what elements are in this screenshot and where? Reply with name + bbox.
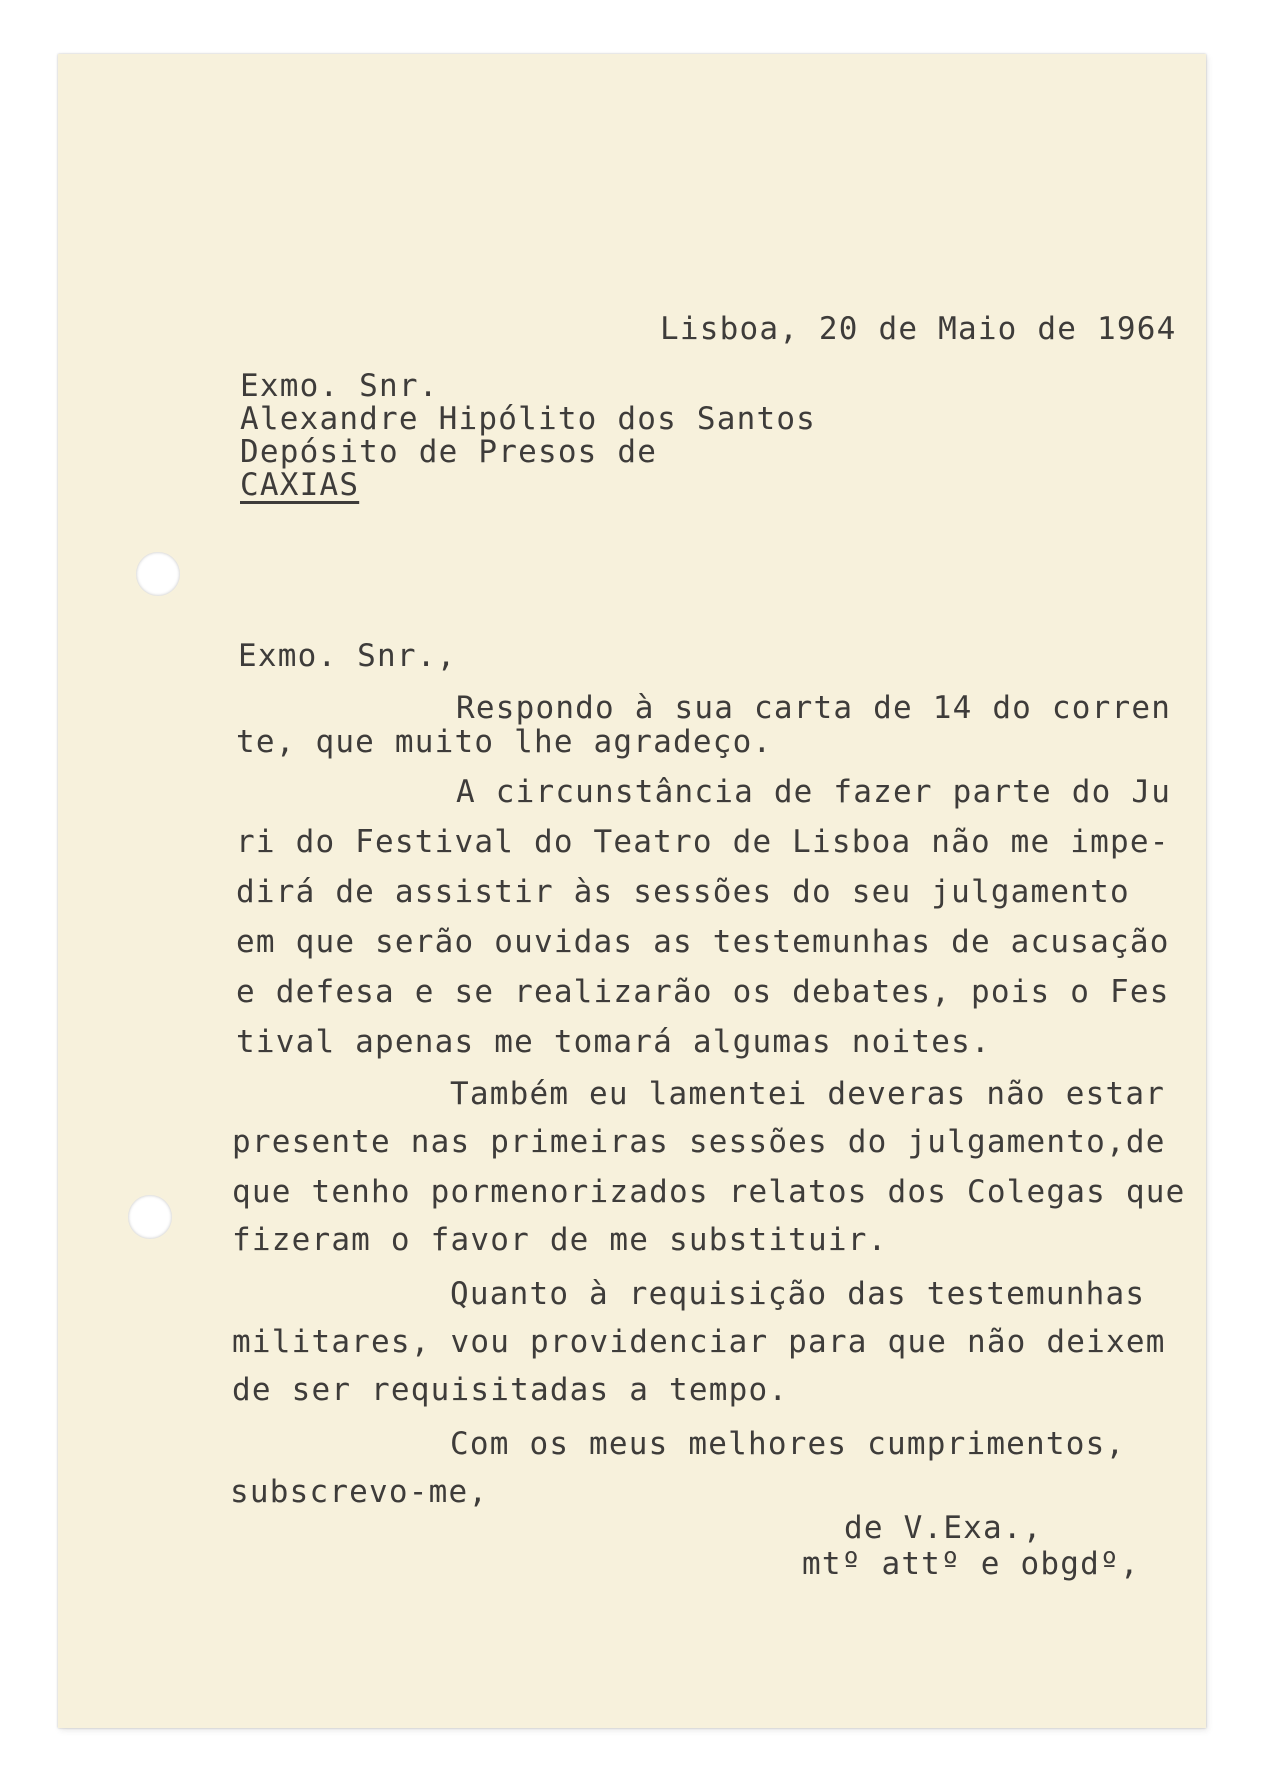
dateline: Lisboa, 20 de Maio de 1964 — [660, 311, 1177, 347]
body-line: em que serão ouvidas as testemunhas de acusação — [236, 924, 1170, 960]
body-line: que tenho pormenorizados relatos dos Colegas que — [232, 1174, 1186, 1210]
body-line: te, que muito lhe agradeço. — [236, 724, 773, 760]
body-line: A circunstância de fazer parte do Ju — [456, 774, 1172, 810]
punch-hole-top — [136, 552, 180, 596]
body-line: Com os meus melhores cumprimentos, — [450, 1426, 1126, 1462]
body-line: Respondo à sua carta de 14 do corren — [456, 690, 1172, 726]
body-line: subscrevo-me, — [230, 1474, 489, 1510]
address-line: Depósito de Presos de — [240, 434, 658, 470]
body-line: presente nas primeiras sessões do julgamento,de — [232, 1124, 1166, 1160]
body-line: Também eu lamentei deveras não estar — [450, 1076, 1166, 1112]
closing-line: mtº attº e obgdº, — [802, 1546, 1140, 1582]
closing-line: de V.Exa., — [844, 1510, 1043, 1546]
body-line: de ser requisitadas a tempo. — [232, 1372, 789, 1408]
address-line: Exmo. Snr. — [240, 368, 439, 404]
body-line: tival apenas me tomará algumas noites. — [236, 1024, 991, 1060]
body-line: Quanto à requisição das testemunhas — [450, 1276, 1146, 1312]
body-line: militares, vou providenciar para que não deixem — [232, 1324, 1166, 1360]
body-line: fizeram o favor de me substituir. — [232, 1222, 888, 1258]
punch-hole-bottom — [128, 1195, 172, 1239]
salutation: Exmo. Snr., — [238, 638, 457, 674]
body-line: e defesa e se realizarão os debates, pois o Fes — [236, 974, 1170, 1010]
body-line: dirá de assistir às sessões do seu julgamento — [236, 874, 1130, 910]
address-city: CAXIAS — [240, 467, 360, 503]
address-line: Alexandre Hipólito dos Santos — [240, 401, 817, 437]
body-line: ri do Festival do Teatro de Lisboa não me impe- — [236, 824, 1170, 860]
